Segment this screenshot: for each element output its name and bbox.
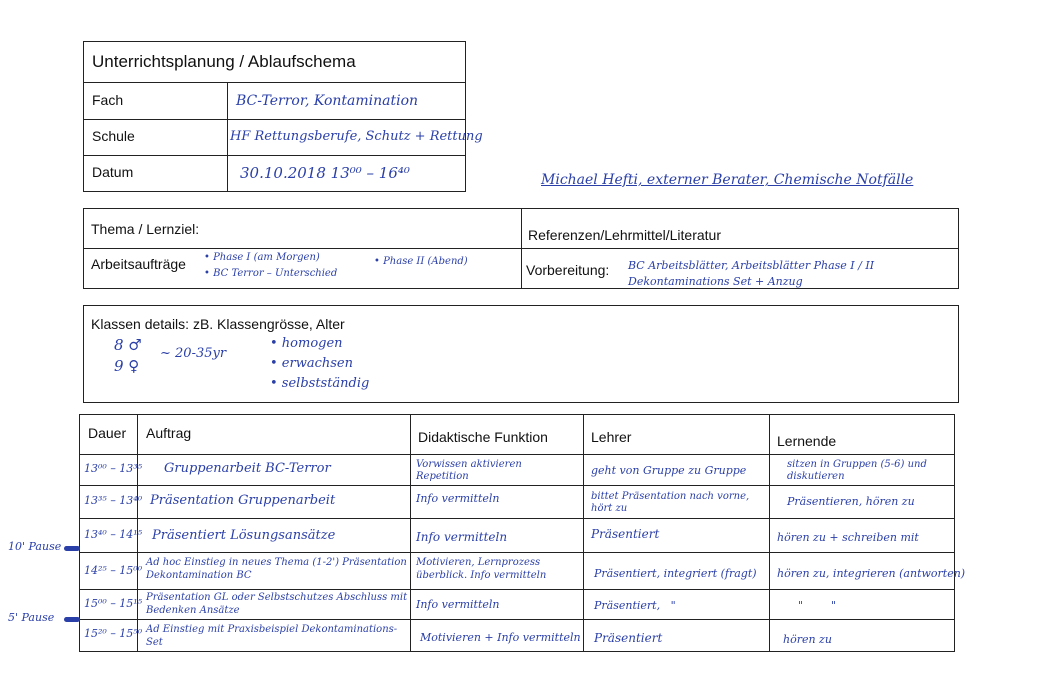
row-2-didaktik: Info vermitteln	[416, 492, 500, 505]
klasse-trait-3: • selbstständig	[270, 376, 370, 391]
row-5-auftrag: Präsentation GL oder Selbstschutzes Abschluss mit Bedenken Ansätze	[146, 592, 408, 616]
arbeit-label: Arbeitsaufträge	[91, 256, 186, 272]
page-title: Unterrichtsplanung / Ablaufschema	[92, 52, 356, 71]
plan-row-4	[80, 553, 966, 590]
col-lernende-header: Lernende	[777, 433, 837, 449]
row-5-lernende: " "	[798, 599, 837, 612]
pause-marker-1	[64, 546, 80, 551]
row-1-lernende: sitzen in Gruppen (5-6) und diskutieren	[787, 459, 927, 482]
header-title-row	[84, 42, 465, 83]
row-6-auftrag: Ad Einstieg mit Praxisbeispiel Dekontaminations-Set	[146, 624, 398, 648]
datum-label: Datum	[92, 164, 134, 180]
row-4-lernende: hören zu, integrieren (antworten)	[777, 567, 966, 580]
col-auftrag-header: Auftrag	[146, 425, 192, 441]
row-3-dauer: 13⁴⁰ – 14¹⁵	[84, 528, 143, 541]
row-5-didaktik: Info vermitteln	[416, 598, 500, 611]
row-2-dauer: 13³⁵ – 13⁴⁰	[84, 494, 143, 507]
pause-marker-2	[64, 617, 80, 622]
plan-row-1	[80, 455, 954, 486]
pause-note-1: 10' Pause	[8, 540, 62, 553]
thema-divider	[521, 209, 522, 288]
row-2-lernende: Präsentieren, hören zu	[787, 495, 915, 508]
arbeit-note-1: • Phase I (am Morgen)	[204, 252, 320, 263]
fach-label: Fach	[92, 92, 124, 108]
plan-row-2	[80, 486, 954, 519]
row-6-dauer: 15²⁰ – 15⁵⁰	[84, 627, 143, 640]
plan-header-row	[80, 415, 954, 455]
klasse-box	[83, 305, 959, 403]
col-divider-3	[583, 415, 584, 651]
header-divider	[227, 83, 228, 191]
row-2-lehrer: bittet Präsentation nach vorne, hört zu	[591, 491, 750, 514]
row-1-didaktik: Vorwissen aktivieren Repetition	[416, 459, 522, 482]
row-1-dauer: 13⁰⁰ – 13³⁵	[84, 462, 143, 475]
klasse-age: ~ 20-35yr	[160, 346, 227, 361]
fach-value: BC-Terror, Kontamination	[236, 93, 419, 109]
thema-label: Thema / Lernziel:	[91, 221, 200, 237]
row-1-auftrag: Gruppenarbeit BC-Terror	[164, 461, 331, 476]
author-note: Michael Hefti, externer Berater, Chemische Notfälle	[541, 172, 914, 188]
row-1-lehrer: geht von Gruppe zu Gruppe	[591, 464, 747, 477]
arbeit-note-2: • BC Terror – Unterschied	[204, 268, 338, 279]
arbeit-note-3: • Phase II (Abend)	[374, 256, 468, 267]
col-divider-1	[137, 415, 138, 651]
row-5-lehrer: Präsentiert, "	[594, 599, 676, 612]
row-4-auftrag: Ad hoc Einstieg in neues Thema (1-2') Präsentation Dekontamination BC	[146, 557, 407, 581]
klasse-trait-1: • homogen	[270, 336, 343, 351]
row-4-dauer: 14²⁵ – 15⁰⁰	[84, 564, 143, 577]
col-divider-2	[410, 415, 411, 651]
row-6-lernende: hören zu	[783, 633, 832, 646]
vorbereitung-line-2: Dekontaminations Set + Anzug	[628, 275, 803, 288]
row-3-auftrag: Präsentiert Lösungsansätze	[152, 528, 336, 543]
vorbereitung-label: Vorbereitung:	[526, 262, 610, 278]
row-4-didaktik: Motivieren, Lernprozess überblick. Info vermitteln	[416, 557, 547, 581]
plan-row-3	[80, 519, 954, 553]
pause-note-2: 5' Pause	[8, 611, 55, 624]
klasse-male: 8 ♂	[114, 336, 142, 354]
plan-row-5	[80, 590, 954, 620]
fach-row	[84, 83, 465, 120]
col-dauer-header: Dauer	[88, 425, 127, 441]
row-5-dauer: 15⁰⁰ – 15¹⁵	[84, 597, 143, 610]
vorbereitung-line-1: BC Arbeitsblätter, Arbeitsblätter Phase I / II	[628, 259, 875, 272]
row-4-lehrer: Präsentiert, integriert (fragt)	[594, 567, 757, 580]
row-3-lehrer: Präsentiert	[591, 527, 660, 541]
schule-label: Schule	[92, 128, 135, 144]
row-6-lehrer: Präsentiert	[594, 631, 663, 645]
row-6-didaktik: Motivieren + Info vermitteln	[420, 631, 581, 644]
row-3-didaktik: Info vermitteln	[416, 530, 508, 544]
row-2-auftrag: Präsentation Gruppenarbeit	[150, 493, 336, 508]
plan-table	[79, 414, 966, 652]
row-3-lernende: hören zu + schreiben mit	[777, 531, 919, 544]
klasse-trait-2: • erwachsen	[270, 356, 353, 371]
col-divider-4	[769, 415, 770, 651]
col-didaktik-header: Didaktische Funktion	[418, 429, 548, 445]
thema-table	[83, 208, 959, 289]
referenzen-label: Referenzen/Lehrmittel/Literatur	[528, 227, 721, 243]
datum-row	[84, 156, 465, 192]
klasse-label: Klassen details: zB. Klassengrösse, Alter	[91, 316, 345, 332]
plan-row-6	[80, 620, 954, 653]
klasse-female: 9 ♀	[114, 357, 140, 375]
schule-value: HF Rettungsberufe, Schutz + Rettung	[230, 129, 483, 144]
schule-row	[84, 120, 483, 156]
datum-value: 30.10.2018 13⁰⁰ – 16⁴⁰	[240, 164, 410, 182]
header-table	[83, 41, 483, 192]
col-lehrer-header: Lehrer	[591, 429, 632, 445]
